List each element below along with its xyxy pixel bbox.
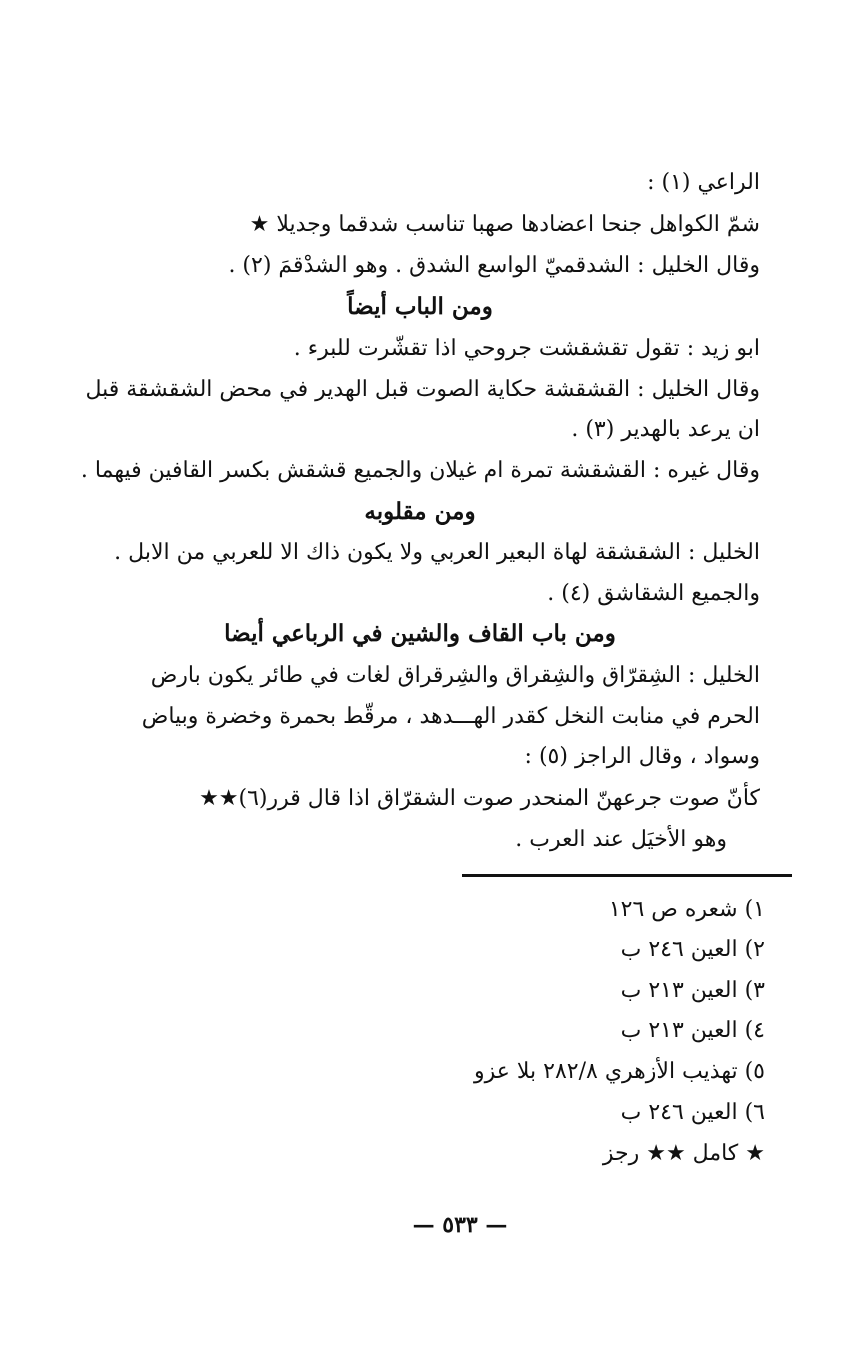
page-number: — ٥٣٣ — — [412, 1212, 508, 1238]
text-line-8: والجميع الشقاشق (٤) . — [547, 581, 760, 606]
verse-line-2: كأنّ صوت جرعهنّ المنحدر صوت الشقرّاق اذا قال قرر(٦)★★ — [199, 786, 760, 811]
section-heading-2: ومن مقلوبه — [364, 498, 476, 525]
section-heading-3: ومن باب القاف والشين في الرباعي أيضا — [224, 620, 616, 647]
meter-key: ★ كامل ★★ رجز — [602, 1141, 765, 1166]
text-line-3: ابو زيد : تقول تقشقشت جروحي اذا تقشّرت للبرء . — [293, 336, 760, 361]
footnote-5: ٥) تهذيب الأزهري ٢٨٢/٨ بلا عزو — [474, 1059, 765, 1084]
text-line-7: الخليل : الشقشقة لهاة البعير العربي ولا يكون ذاك الا للعربي من الابل . — [114, 540, 760, 565]
section-heading-1: ومن الباب أيضاً — [347, 293, 493, 320]
footnote-2: ٢) العين ٢٤٦ ب — [620, 937, 765, 962]
footnote-1: ١) شعره ص ١٢٦ — [608, 897, 765, 922]
footnote-4: ٤) العين ٢١٣ ب — [620, 1018, 765, 1043]
text-line-10: الحرم في منابت النخل كقدر الهـــدهد ، مرقّط بحمرة وخضرة وبياض — [141, 704, 760, 729]
text-line-9: الخليل : الشِقرّاق والشِقراق والشِرقراق لغات في طائر يكون بارض — [150, 663, 760, 688]
verse-line-1: شمّ الكواهل جنحا اعضادها صهبا تناسب شدقما وجديلا ★ — [249, 212, 760, 237]
footnote-separator — [462, 874, 792, 877]
text-line-2: وقال الخليل : الشدقميّ الواسع الشدق . وهو الشدْقمَ (٢) . — [228, 253, 760, 278]
text-line-11: وسواد ، وقال الراجز (٥) : — [524, 744, 760, 769]
text-line-1: الراعي (١) : — [647, 170, 760, 195]
footnote-3: ٣) العين ٢١٣ ب — [620, 978, 765, 1003]
text-line-12: وهو الأخيَل عند العرب . — [515, 827, 727, 852]
text-line-4: وقال الخليل : القشقشة حكاية الصوت قبل الهدير في محض الشقشقة قبل — [85, 377, 760, 402]
text-line-5: ان يرعد بالهدير (٣) . — [571, 417, 760, 442]
footnote-6: ٦) العين ٢٤٦ ب — [620, 1100, 765, 1125]
text-line-6: وقال غيره : القشقشة تمرة ام غيلان والجميع قشقش بكسر القافين فيهما . — [80, 458, 760, 483]
